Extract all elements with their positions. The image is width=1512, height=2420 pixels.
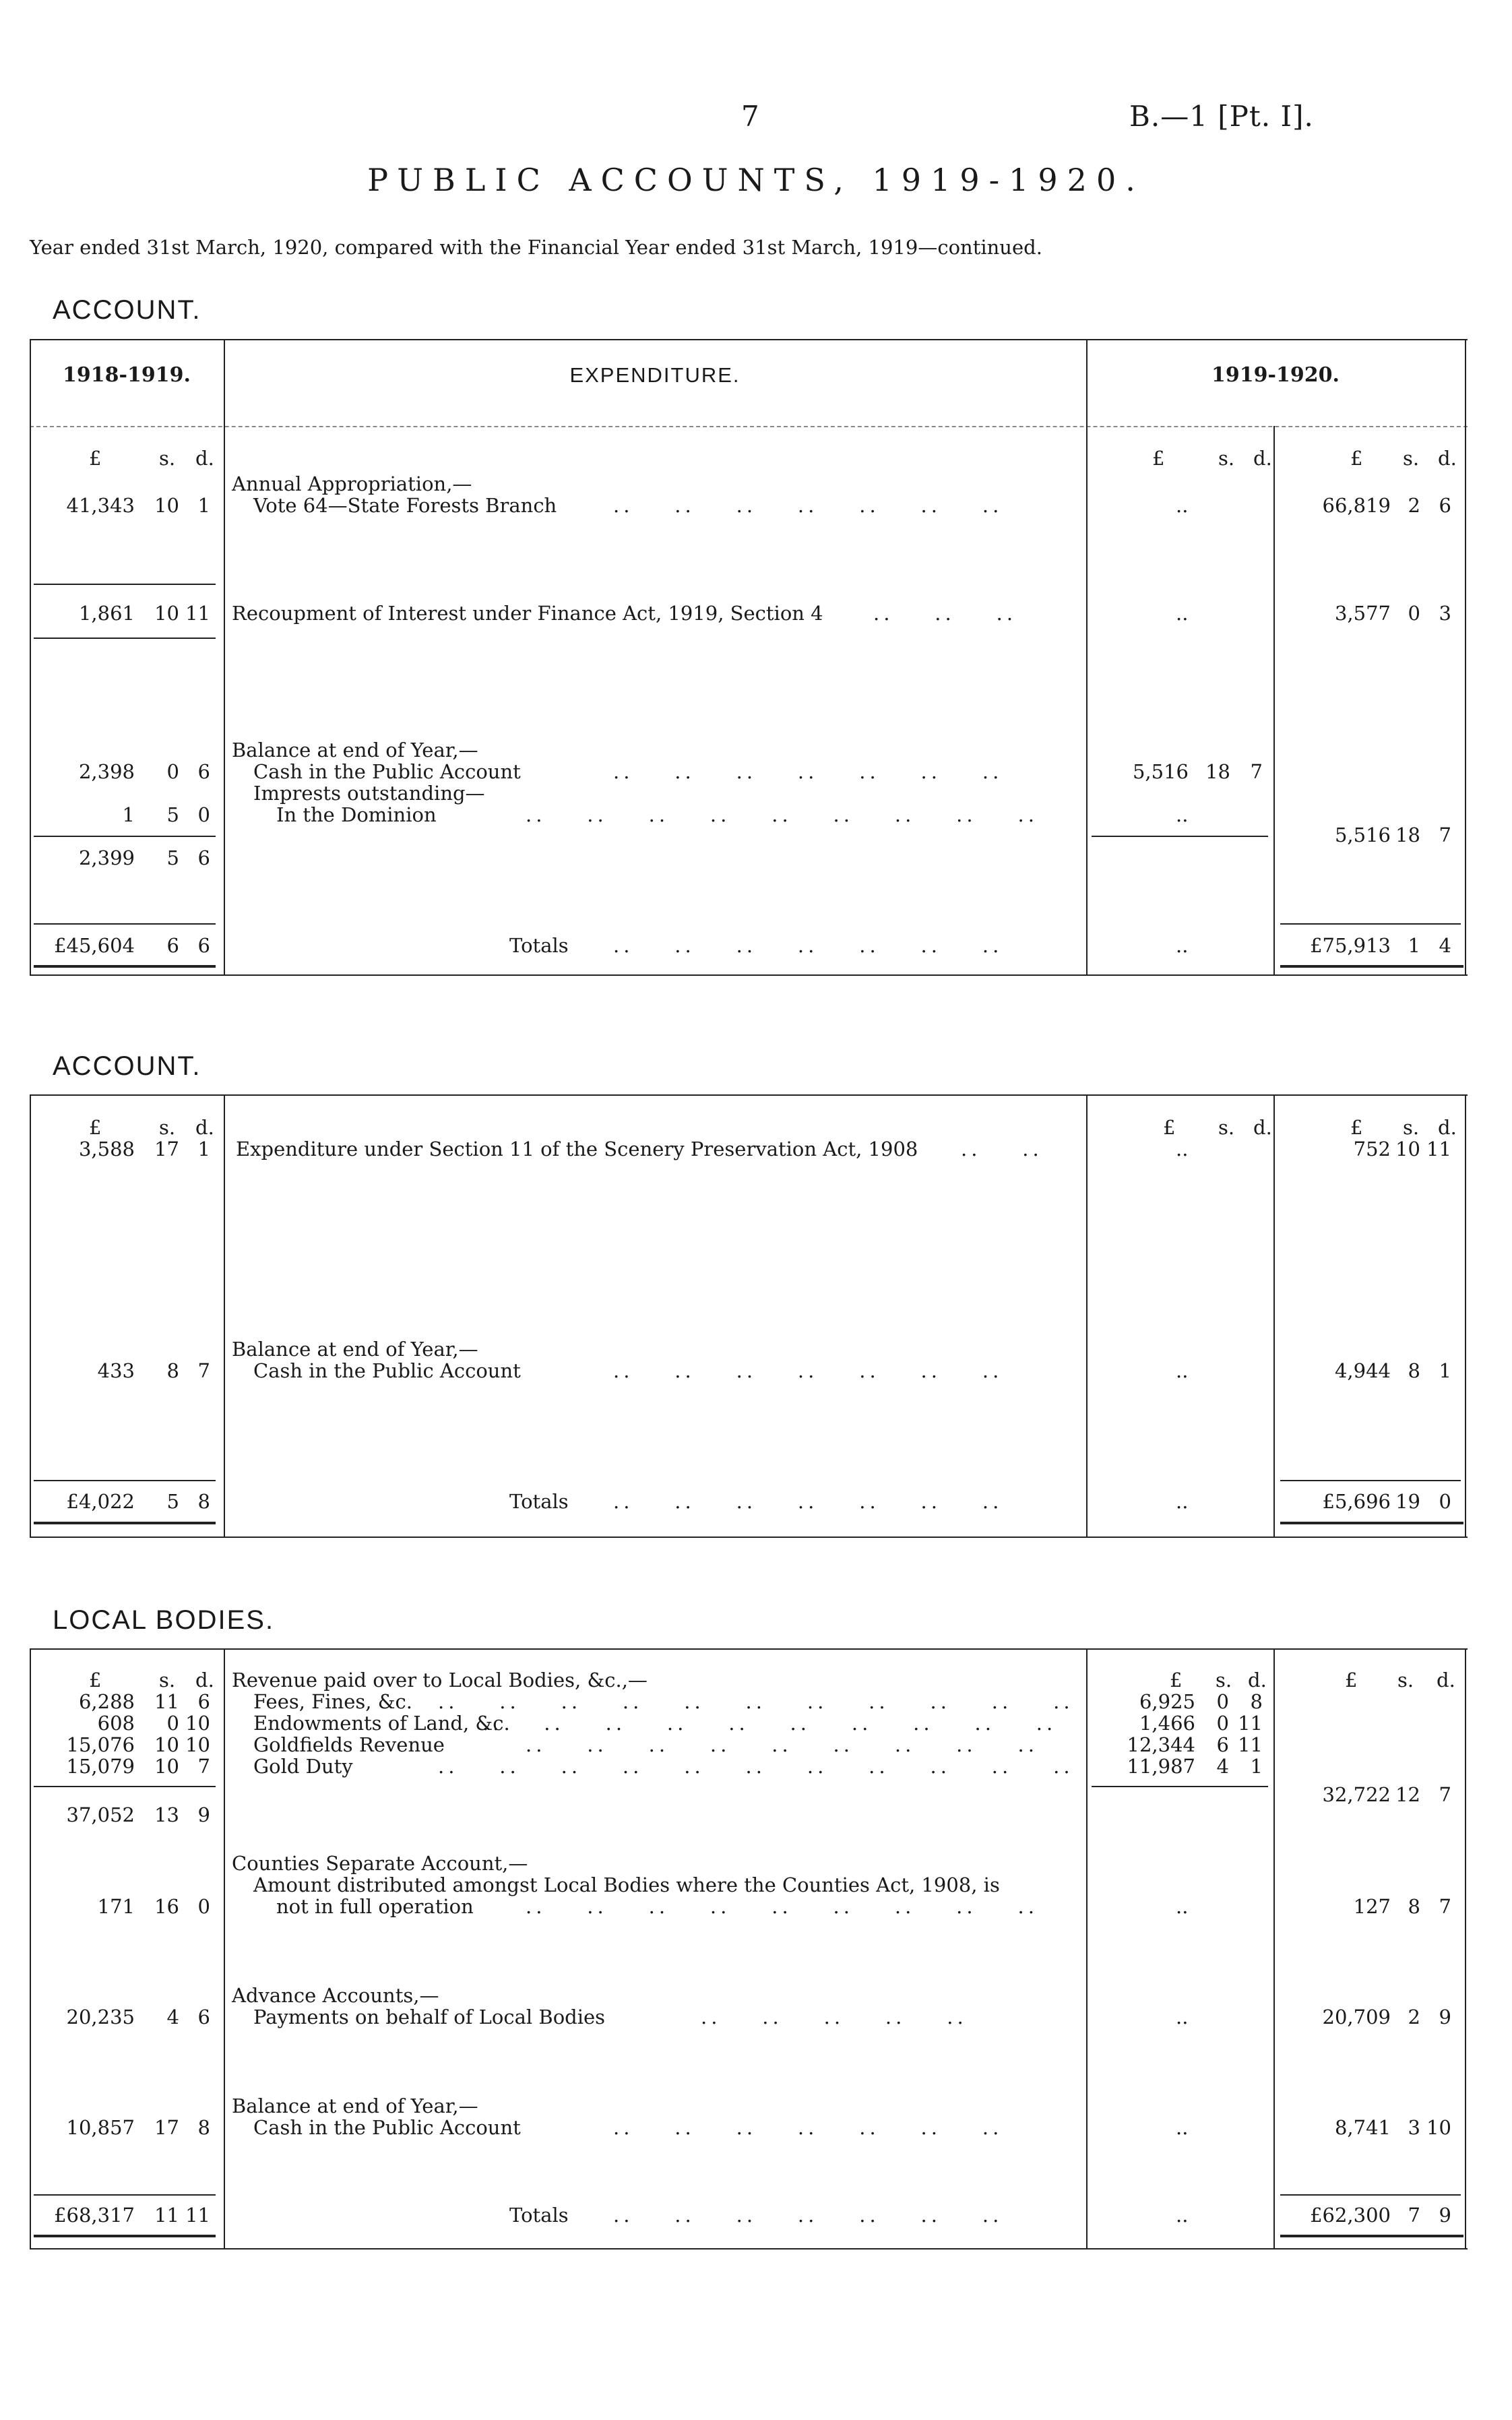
leader-dots: .. .. .. .. .. .. ..: [613, 2116, 1003, 2139]
inner-empty: ..: [1176, 1359, 1189, 1382]
prev-pounds: £68,317: [54, 2204, 135, 2227]
curr-pence: 1: [1439, 1359, 1451, 1382]
underline-rule: [34, 584, 216, 585]
pence-symbol: d.: [195, 1669, 214, 1692]
prev-pounds: 37,052: [66, 1803, 135, 1826]
column-header-1920: 1919-1920.: [1211, 363, 1340, 387]
curr-pence: 11: [1426, 1138, 1451, 1160]
row-label: Fees, Fines, &c.: [253, 1690, 413, 1713]
prev-shillings: 5: [166, 803, 179, 826]
page-title: PUBLIC ACCOUNTS, 1919-1920.: [367, 162, 1145, 198]
prev-pounds: 1,861: [78, 602, 135, 625]
row-label: Goldfields Revenue: [253, 1733, 445, 1756]
table-bottom-rule: [30, 1537, 1468, 1538]
document-reference: B.—1 [Pt. I].: [1129, 100, 1314, 133]
leader-dots: .. .. .. .. .. .. ..: [613, 494, 1003, 517]
table-right-rule: [1465, 1094, 1466, 1537]
leader-dots: .. .. .. .. .. .. .. .. ..: [526, 1895, 1038, 1918]
double-rule: [34, 2235, 216, 2237]
prev-pounds: £45,604: [54, 934, 135, 957]
curr-shillings: 12: [1395, 1783, 1420, 1806]
pound-symbol: £: [1345, 1669, 1358, 1692]
inner-empty: ..: [1176, 934, 1189, 957]
inner-empty: ..: [1176, 1138, 1189, 1160]
prev-shillings: 8: [166, 1359, 179, 1382]
curr-pence: 6: [1439, 494, 1451, 517]
prev-shillings: 0: [166, 1712, 179, 1735]
curr-pounds: 32,722: [1322, 1783, 1391, 1806]
prev-shillings: 17: [154, 1138, 179, 1160]
curr-shillings: 2: [1408, 494, 1420, 517]
prev-pence: 6: [197, 846, 210, 869]
curr-shillings: 10: [1395, 1138, 1420, 1160]
curr-shillings: 8: [1408, 1359, 1420, 1382]
group-label: Counties Separate Account,—: [232, 1852, 528, 1875]
leader-dots: .. .. .. .. .. .. .. .. .. ..: [482, 1712, 1057, 1735]
leader-dots: .. .. .. .. .. .. .. .. ..: [526, 803, 1038, 826]
prev-shillings: 10: [154, 1755, 179, 1778]
leader-dots: .. .. .. .. .. .. .. .. ..: [526, 1733, 1038, 1756]
curr-pence: 0: [1439, 1490, 1451, 1513]
inner-pence: 1: [1250, 1755, 1263, 1778]
curr-pence: 7: [1439, 824, 1451, 846]
double-rule: [1280, 965, 1463, 968]
prev-pence: 0: [197, 1895, 210, 1918]
pence-symbol: d.: [195, 447, 214, 470]
prev-shillings: 11: [154, 1690, 179, 1713]
prev-pence: 11: [185, 2204, 210, 2227]
underline-rule: [1280, 2194, 1461, 2196]
pence-symbol: d.: [1253, 447, 1272, 470]
table-right-rule: [1465, 339, 1466, 974]
prev-pence: 0: [197, 803, 210, 826]
table-bottom-rule: [30, 2248, 1468, 2250]
prev-pence: 1: [197, 494, 210, 517]
group-label: Annual Appropriation,—: [232, 472, 472, 495]
curr-pounds: £62,300: [1310, 2204, 1391, 2227]
pence-symbol: d.: [1248, 1669, 1267, 1692]
row-label: Payments on behalf of Local Bodies: [253, 2006, 606, 2028]
curr-pounds: 20,709: [1322, 2006, 1391, 2028]
pound-symbol: £: [1350, 447, 1363, 470]
prev-shillings: 16: [154, 1895, 179, 1918]
prev-pounds: 433: [97, 1359, 135, 1382]
table-top-rule: [30, 339, 1468, 340]
prev-pence: 10: [185, 1733, 210, 1756]
prev-pounds: 41,343: [66, 494, 135, 517]
inner-shillings: 0: [1216, 1712, 1229, 1735]
column-rule: [1273, 426, 1275, 974]
shilling-symbol: s.: [1403, 447, 1420, 470]
curr-shillings: 1: [1408, 934, 1420, 957]
row-label: Vote 64—State Forests Branch: [253, 494, 557, 517]
underline-rule: [1280, 923, 1461, 925]
column-rule: [224, 339, 225, 974]
group-label: Balance at end of Year,—: [232, 739, 478, 762]
prev-pounds: 15,079: [66, 1755, 135, 1778]
row-label: Recoupment of Interest under Finance Act, 1919, Section 4: [232, 602, 823, 625]
prev-shillings: 10: [154, 602, 179, 625]
row-label: Gold Duty: [253, 1755, 353, 1778]
prev-pounds: 2,399: [78, 846, 135, 869]
row-label: In the Dominion: [276, 803, 437, 826]
prev-shillings: 10: [154, 1733, 179, 1756]
curr-shillings: 3: [1408, 2116, 1420, 2139]
prev-pounds: 3,588: [78, 1138, 135, 1160]
curr-pounds: 752: [1353, 1138, 1391, 1160]
page-number: 7: [741, 100, 759, 133]
curr-pence: 9: [1439, 2006, 1451, 2028]
prev-pounds: 10,857: [66, 2116, 135, 2139]
prev-pence: 10: [185, 1712, 210, 1735]
shilling-symbol: s.: [159, 1669, 176, 1692]
inner-empty: ..: [1176, 1895, 1189, 1918]
prev-pence: 6: [197, 2006, 210, 2028]
leader-dots: .. .. ..: [873, 602, 1017, 625]
leader-dots: .. ..: [961, 1138, 1043, 1160]
column-rule: [224, 1648, 225, 2248]
underline-rule: [1092, 836, 1268, 837]
inner-empty: ..: [1176, 2204, 1189, 2227]
group-label: Balance at end of Year,—: [232, 2095, 478, 2117]
inner-empty: ..: [1176, 2116, 1189, 2139]
inner-pounds: 12,344: [1127, 1733, 1195, 1756]
prev-shillings: 0: [166, 760, 179, 783]
inner-empty: ..: [1176, 803, 1189, 826]
inner-shillings: 18: [1205, 760, 1230, 783]
curr-pounds: 127: [1353, 1895, 1391, 1918]
table-left-rule: [30, 1648, 31, 2248]
prev-shillings: 11: [154, 2204, 179, 2227]
totals-label: Totals: [509, 1490, 569, 1513]
curr-shillings: 19: [1395, 1490, 1420, 1513]
inner-pence: 8: [1250, 1690, 1263, 1713]
curr-pounds: 8,741: [1334, 2116, 1391, 2139]
prev-pence: 6: [197, 760, 210, 783]
row-label-continued: not in full operation: [276, 1895, 474, 1918]
prev-shillings: 6: [166, 934, 179, 957]
group-label: Balance at end of Year,—: [232, 1338, 478, 1361]
inner-pence: 11: [1238, 1712, 1263, 1735]
prev-pounds: 171: [97, 1895, 135, 1918]
inner-pounds: 6,925: [1139, 1690, 1195, 1713]
pence-symbol: d.: [195, 1116, 214, 1139]
section-heading: ACCOUNT.: [53, 1051, 201, 1081]
column-rule: [1086, 1648, 1088, 2248]
prev-pounds: 2,398: [78, 760, 135, 783]
curr-pence: 10: [1426, 2116, 1451, 2139]
prev-pence: 9: [197, 1803, 210, 1826]
curr-pounds: 5,516: [1334, 824, 1391, 846]
leader-dots: .. .. .. .. ..: [701, 2006, 968, 2028]
underline-rule: [34, 923, 216, 925]
leader-dots: .. .. .. .. .. .. .. .. .. .. ..: [438, 1690, 1074, 1713]
prev-shillings: 5: [166, 846, 179, 869]
prev-shillings: 17: [154, 2116, 179, 2139]
row-label: Amount distributed amongst Local Bodies where the Counties Act, 1908, is: [253, 1873, 1000, 1896]
prev-pence: 8: [197, 2116, 210, 2139]
row-label: Cash in the Public Account: [253, 760, 521, 783]
group-label: Revenue paid over to Local Bodies, &c.,—: [232, 1669, 648, 1692]
inner-empty: ..: [1176, 602, 1189, 625]
pound-symbol: £: [89, 1116, 102, 1139]
curr-pounds: £5,696: [1322, 1490, 1391, 1513]
leader-dots: .. .. .. .. .. .. ..: [613, 934, 1003, 957]
prev-pence: 7: [197, 1359, 210, 1382]
prev-pounds: 6,288: [78, 1690, 135, 1713]
table-right-rule: [1465, 1648, 1466, 2248]
underline-rule: [34, 836, 216, 837]
prev-pounds: 15,076: [66, 1733, 135, 1756]
table-left-rule: [30, 339, 31, 974]
inner-pence: 11: [1238, 1733, 1263, 1756]
shilling-symbol: s.: [1218, 1116, 1235, 1139]
inner-empty: ..: [1176, 494, 1189, 517]
double-rule: [34, 965, 216, 968]
double-rule: [1280, 2235, 1463, 2237]
column-rule: [224, 1094, 225, 1537]
underline-rule: [34, 1786, 216, 1787]
inner-pounds: 5,516: [1132, 760, 1189, 783]
row-label: Expenditure under Section 11 of the Scenery Preservation Act, 1908: [236, 1138, 918, 1160]
shilling-symbol: s.: [1218, 447, 1235, 470]
pound-symbol: £: [89, 447, 102, 470]
curr-pence: 3: [1439, 602, 1451, 625]
pound-symbol: £: [1163, 1116, 1176, 1139]
curr-pence: 7: [1439, 1895, 1451, 1918]
column-rule: [1273, 1094, 1275, 1537]
double-rule: [1280, 1522, 1463, 1524]
prev-shillings: 4: [166, 2006, 179, 2028]
pound-symbol: £: [1350, 1116, 1363, 1139]
page-subtitle: Year ended 31st March, 1920, compared with the Financial Year ended 31st March, 1919—continued.: [30, 236, 1042, 259]
underline-rule: [34, 638, 216, 639]
prev-pence: 7: [197, 1755, 210, 1778]
pence-symbol: d.: [1437, 1669, 1455, 1692]
inner-empty: ..: [1176, 1490, 1189, 1513]
column-header-expenditure: EXPENDITURE.: [569, 363, 741, 387]
shilling-symbol: s.: [1397, 1669, 1414, 1692]
inner-pounds: 11,987: [1127, 1755, 1195, 1778]
header-rule: [30, 426, 1468, 427]
totals-label: Totals: [509, 2204, 569, 2227]
shilling-symbol: s.: [1403, 1116, 1420, 1139]
table-left-rule: [30, 1094, 31, 1537]
curr-shillings: 18: [1395, 824, 1420, 846]
prev-pence: 6: [197, 1690, 210, 1713]
inner-shillings: 0: [1216, 1690, 1229, 1713]
curr-shillings: 8: [1408, 1895, 1420, 1918]
curr-pounds: 66,819: [1322, 494, 1391, 517]
column-rule: [1086, 339, 1088, 974]
row-label: Endowments of Land, &c.: [253, 1712, 510, 1735]
leader-dots: .. .. .. .. .. .. ..: [613, 760, 1003, 783]
pence-symbol: d.: [1438, 1116, 1457, 1139]
prev-pounds: 608: [97, 1712, 135, 1735]
column-rule: [1273, 1648, 1275, 2248]
inner-pence: 7: [1250, 760, 1263, 783]
column-rule: [1086, 1094, 1088, 1537]
inner-shillings: 6: [1216, 1733, 1229, 1756]
column-header-1918: 1918-1919.: [63, 363, 191, 387]
prev-pounds: 20,235: [66, 2006, 135, 2028]
double-rule: [34, 1522, 216, 1524]
prev-pence: 6: [197, 934, 210, 957]
underline-rule: [1092, 1786, 1268, 1787]
leader-dots: .. .. .. .. .. .. .. .. .. .. ..: [438, 1755, 1074, 1778]
totals-label: Totals: [509, 934, 569, 957]
curr-pence: 4: [1439, 934, 1451, 957]
curr-pence: 7: [1439, 1783, 1451, 1806]
prev-pounds: £4,022: [66, 1490, 135, 1513]
prev-shillings: 13: [154, 1803, 179, 1826]
shilling-symbol: s.: [159, 447, 176, 470]
row-label: Cash in the Public Account: [253, 1359, 521, 1382]
prev-pence: 1: [197, 1138, 210, 1160]
pound-symbol: £: [89, 1669, 102, 1692]
pound-symbol: £: [1152, 447, 1165, 470]
section-heading: ACCOUNT.: [53, 295, 201, 325]
shilling-symbol: s.: [1216, 1669, 1232, 1692]
underline-rule: [34, 1480, 216, 1481]
prev-pounds: 1: [122, 803, 135, 826]
curr-shillings: 2: [1408, 2006, 1420, 2028]
curr-pounds: 4,944: [1334, 1359, 1391, 1382]
underline-rule: [34, 2194, 216, 2196]
group-label: Advance Accounts,—: [232, 1984, 439, 2007]
inner-empty: ..: [1176, 2006, 1189, 2028]
table-bottom-rule: [30, 974, 1468, 976]
curr-shillings: 0: [1408, 602, 1420, 625]
table-top-rule: [30, 1648, 1468, 1650]
pence-symbol: d.: [1438, 447, 1457, 470]
curr-pounds: 3,577: [1334, 602, 1391, 625]
pence-symbol: d.: [1253, 1116, 1272, 1139]
curr-pounds: £75,913: [1310, 934, 1391, 957]
prev-shillings: 10: [154, 494, 179, 517]
row-label: Cash in the Public Account: [253, 2116, 521, 2139]
inner-shillings: 4: [1216, 1755, 1229, 1778]
section-heading: LOCAL BODIES.: [53, 1605, 275, 1635]
prev-pence: 11: [185, 602, 210, 625]
prev-shillings: 5: [166, 1490, 179, 1513]
leader-dots: .. .. .. .. .. .. ..: [613, 1490, 1003, 1513]
leader-dots: .. .. .. .. .. .. ..: [613, 2204, 1003, 2227]
underline-rule: [1280, 1480, 1461, 1481]
inner-pounds: 1,466: [1139, 1712, 1195, 1735]
prev-pence: 8: [197, 1490, 210, 1513]
group-label: Imprests outstanding—: [253, 782, 485, 805]
curr-shillings: 7: [1408, 2204, 1420, 2227]
leader-dots: .. .. .. .. .. .. ..: [613, 1359, 1003, 1382]
shilling-symbol: s.: [159, 1116, 176, 1139]
curr-pence: 9: [1439, 2204, 1451, 2227]
pound-symbol: £: [1170, 1669, 1183, 1692]
table-top-rule: [30, 1094, 1468, 1096]
